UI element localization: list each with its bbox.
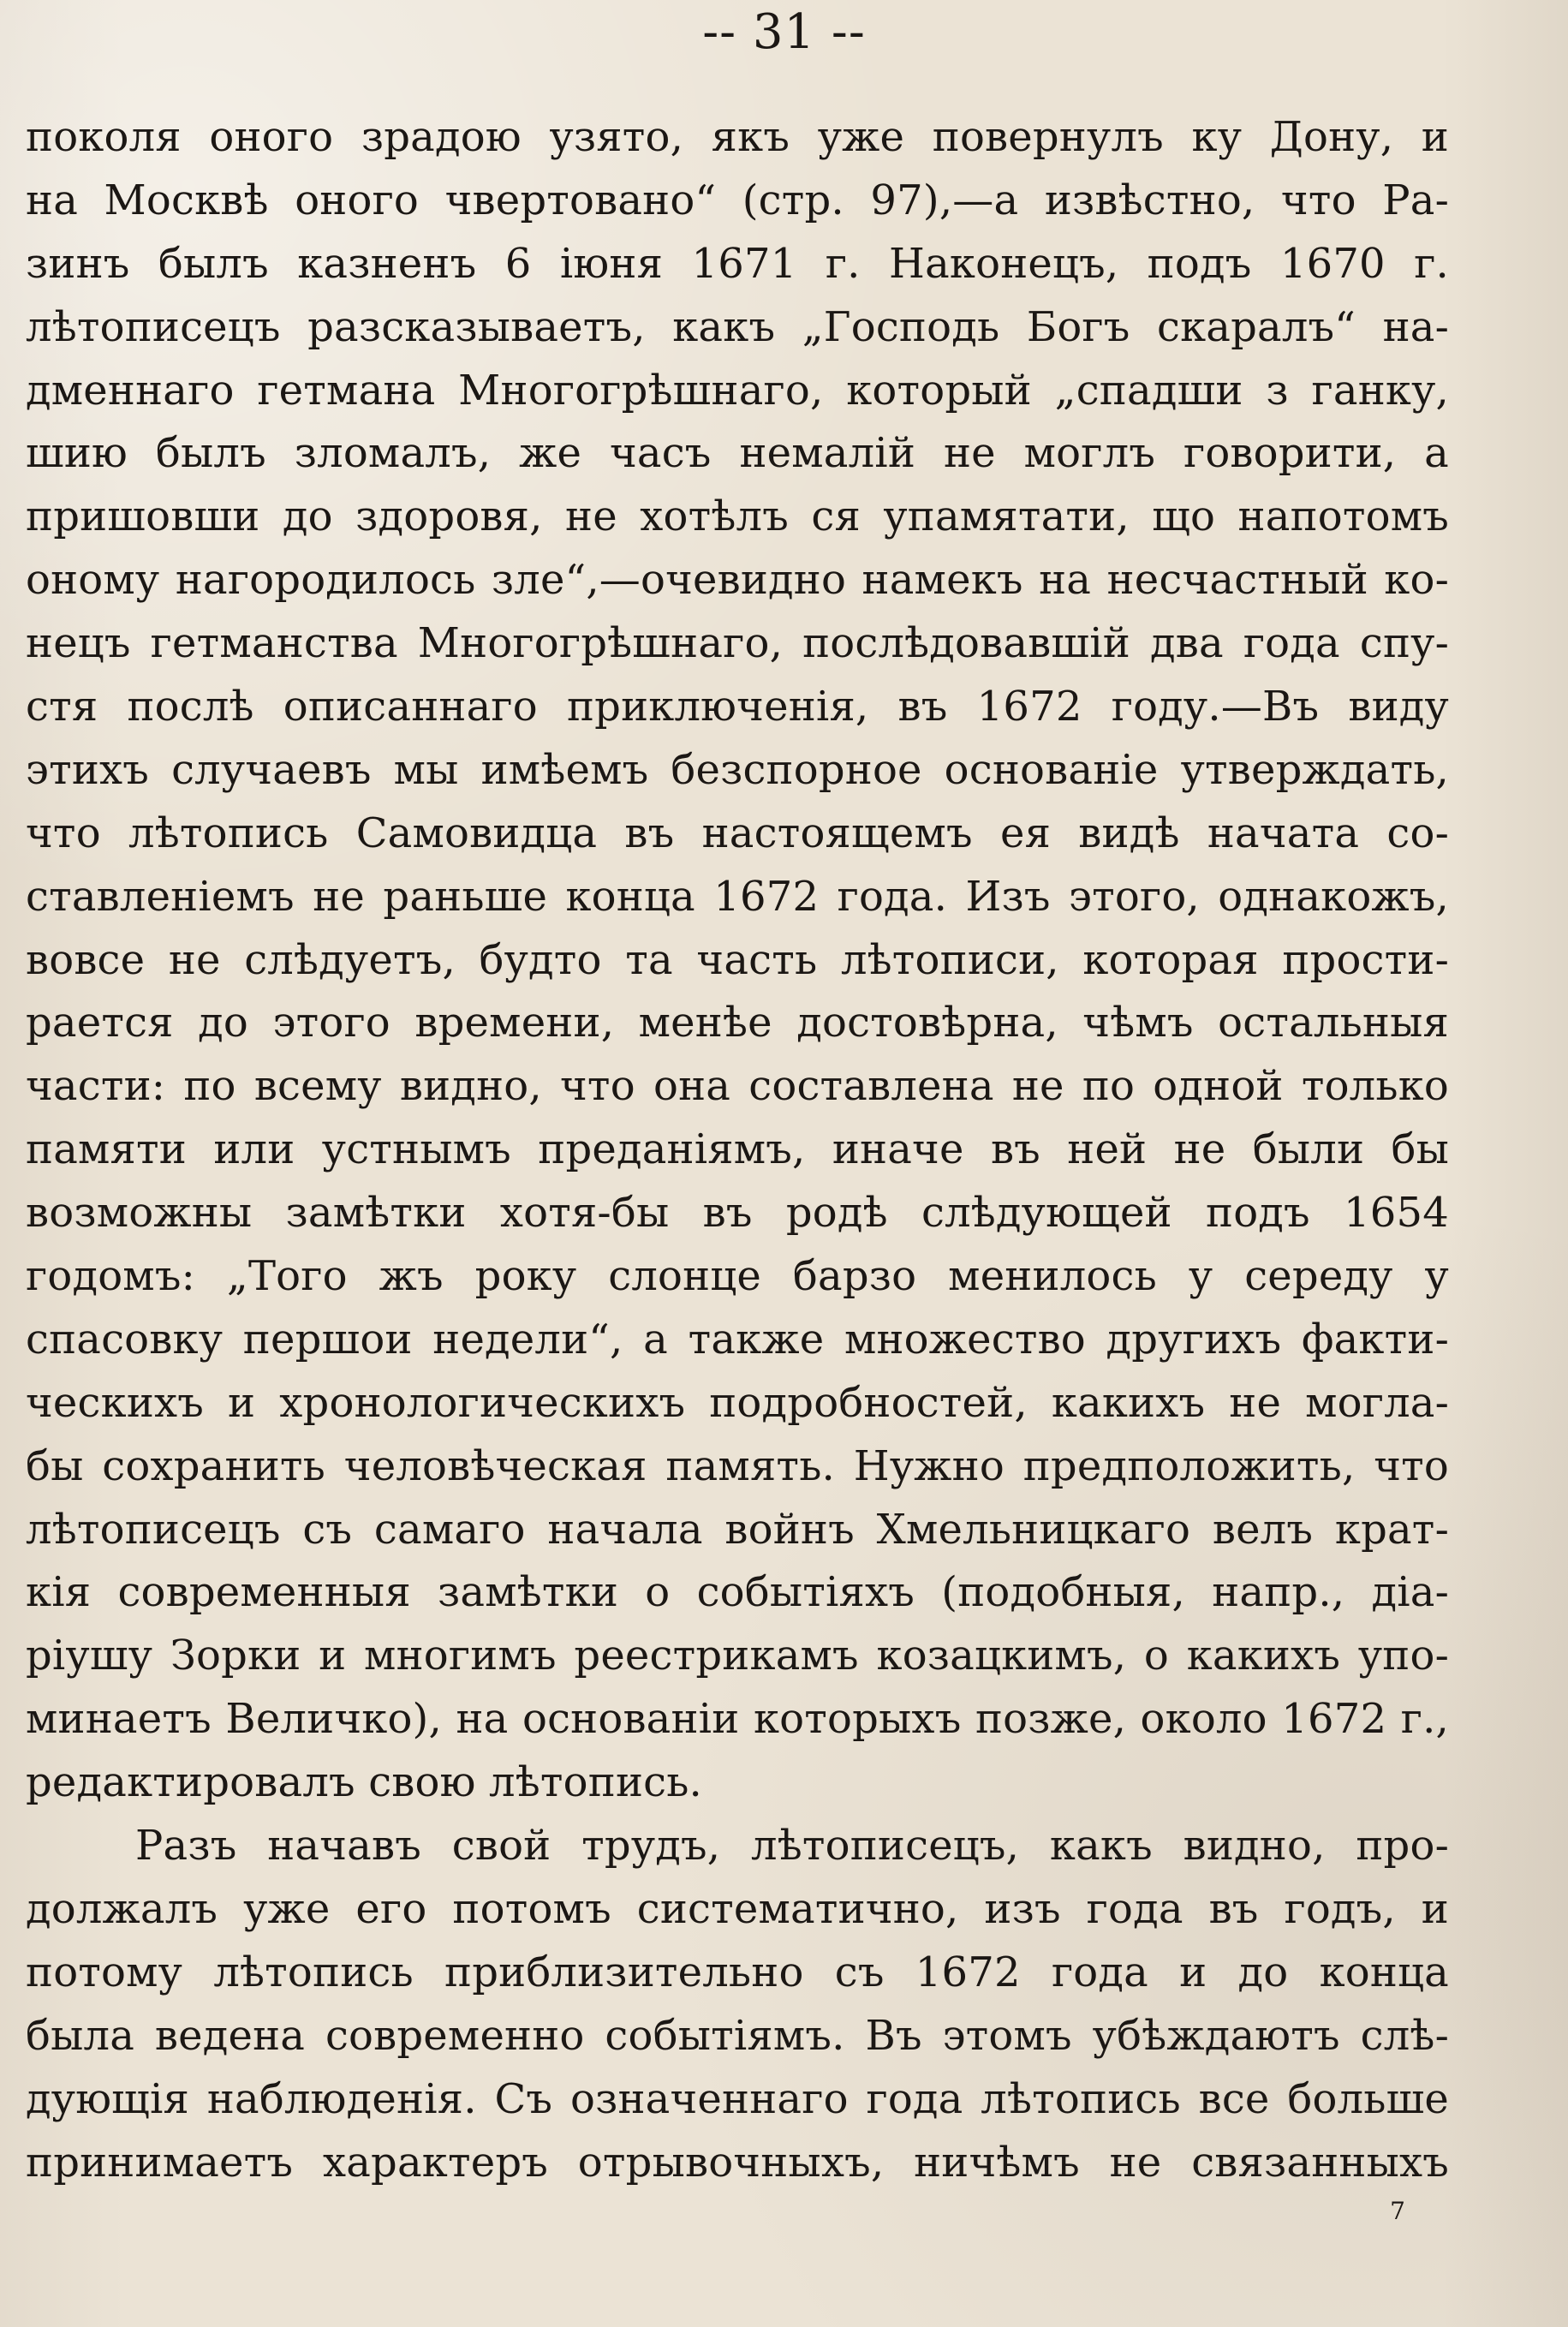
text-line-15: рается до этого времени, менѣе достовѣрна, чѣмъ остальныя (26, 999, 1449, 1047)
text-line-19: годомъ: „Того жъ року слонце барзо менилось у середу у (26, 1252, 1449, 1301)
text-line-20: спасовку першои недели“, а также множество другихъ факти- (26, 1315, 1449, 1363)
text-line-22: бы сохранить человѣческая память. Нужно предположить, что (26, 1441, 1449, 1490)
text-line-05: дменнаго гетмана Многогрѣшнаго, который „спадши з ганку, (26, 366, 1449, 415)
text-line-01: поколя оного зрадою узято, якъ уже повернулъ ку Дону, и (26, 113, 1449, 161)
text-line-31: была ведена современно событіямъ. Въ этомъ убѣждаютъ слѣ- (26, 2011, 1449, 2060)
text-line-13: ставленіемъ не раньше конца 1672 года. Изъ этого, однакожъ, (26, 872, 1449, 921)
text-line-02: на Москвѣ оного чвертовано“ (стр. 97),—а извѣстно, что Ра- (26, 176, 1449, 224)
text-line-27: редактировалъ свою лѣтопись. (26, 1758, 703, 1807)
text-line-06: шию былъ зломалъ, же часъ немалій не моглъ говорити, а (26, 429, 1449, 478)
text-line-30: потому лѣтопись приблизительно съ 1672 года и до конца (26, 1948, 1449, 1996)
text-line-14: вовсе не слѣдуетъ, будто та часть лѣтописи, которая прости- (26, 935, 1449, 984)
text-line-16: части: по всему видно, что она составлена не по одной только (26, 1062, 1449, 1111)
text-line-26: минаетъ Величко), на основаніи которыхъ позже, около 1672 г., (26, 1695, 1449, 1744)
text-line-04: лѣтописецъ разсказываетъ, какъ „Господь Богъ скаралъ“ на- (26, 302, 1449, 351)
text-line-18: возможны замѣтки хотя-бы въ родѣ слѣдующей подъ 1654 (26, 1189, 1449, 1238)
page-number: -- 31 -- (702, 4, 866, 60)
text-line-10: стя послѣ описаннаго приключенія, въ 1672 году.—Въ виду (26, 683, 1449, 731)
text-line-12: что лѣтопись Самовидца въ настоящемъ ея видѣ начата со- (26, 808, 1449, 857)
text-line-25: ріушу Зорки и многимъ реестрикамъ козацкимъ, о какихъ упо- (26, 1632, 1449, 1680)
text-line-03: зинъ былъ казненъ 6 іюня 1671 г. Наконецъ, подъ 1670 г. (26, 239, 1449, 288)
footer-mark: 7 (1390, 2197, 1405, 2225)
text-line-17: памяти или устнымъ преданіямъ, иначе въ ней не были бы (26, 1125, 1449, 1174)
main-text (26, 106, 1449, 2194)
text-line-21: ческихъ и хронологическихъ подробностей, какихъ не могла- (26, 1378, 1449, 1427)
text-line-11: этихъ случаевъ мы имѣемъ безспорное основаніе утверждать, (26, 745, 1449, 794)
text-line-23: лѣтописецъ съ самаго начала войнъ Хмельницкаго велъ крат- (26, 1505, 1449, 1554)
text-line-33: принимаетъ характеръ отрывочныхъ, ничѣмъ не связанныхъ (26, 2138, 1449, 2187)
text-line-07: пришовши до здоровя, не хотѣлъ ся упамятати, що напотомъ (26, 492, 1449, 541)
text-line-29: должалъ уже его потомъ систематично, изъ года въ годъ, и (26, 1884, 1449, 1933)
text-line-32: дующія наблюденія. Съ означеннаго года лѣтопись все больше (26, 2074, 1449, 2123)
text-line-09: нецъ гетманства Многогрѣшнаго, послѣдовавшій два года спу- (26, 619, 1449, 668)
text-line-08: оному нагородилось зле“,—очевидно намекъ на несчастный ко- (26, 556, 1449, 605)
text-line-24: кія современныя замѣтки о событіяхъ (подобныя, напр., діа- (26, 1568, 1449, 1617)
text-line-28: Разъ начавъ свой трудъ, лѣтописецъ, какъ видно, про- (135, 1822, 1449, 1871)
